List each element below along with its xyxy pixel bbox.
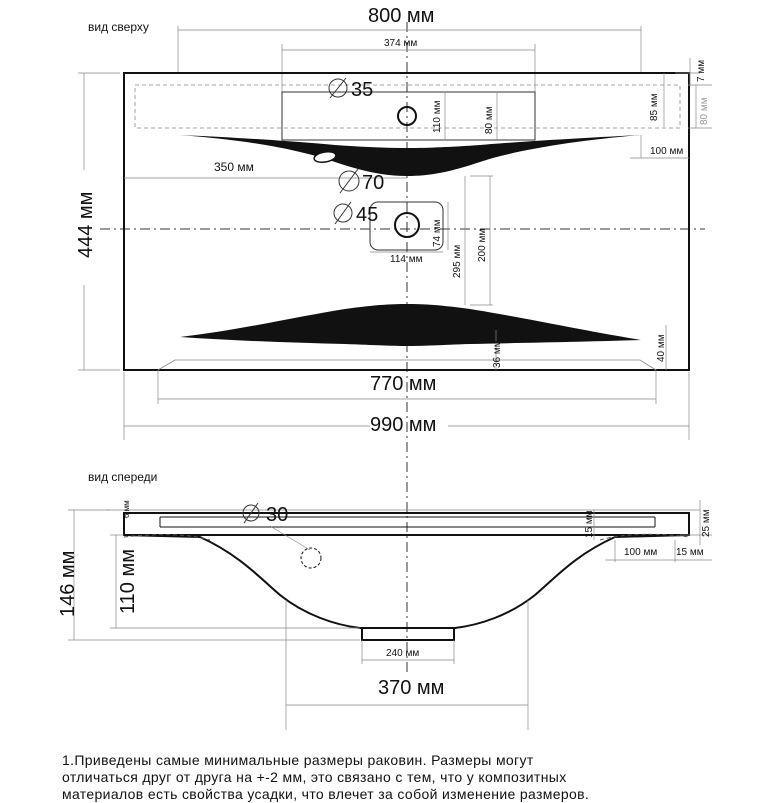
dim-990-label: 990 мм	[370, 414, 437, 436]
dim-7-label: 7 мм	[696, 59, 707, 82]
dim-15b-label: 15 мм	[676, 547, 704, 558]
dim-110	[432, 92, 445, 140]
dim-40	[656, 325, 667, 370]
dim-200-label: 200 мм	[477, 228, 488, 262]
dim-100-top-label: 100 мм	[650, 146, 684, 157]
dia-45-callout	[334, 202, 378, 226]
front-slab	[106, 510, 700, 535]
dim-36-label: 36 мм	[492, 340, 503, 368]
dim-74-label: 74 мм	[432, 219, 443, 247]
dia-35-callout	[329, 78, 373, 101]
dim-295-label: 295 мм	[452, 244, 463, 278]
dim-295	[452, 176, 465, 305]
bowl-front-curve	[180, 304, 641, 346]
footnote-line-3: материалов есть свойства усадки, что влечет за собой изменение размеров.	[62, 786, 590, 802]
dim-6-label: 6 мм	[122, 500, 131, 518]
dim-146	[57, 510, 360, 640]
dim-15a	[584, 510, 595, 540]
overflow-circle	[301, 548, 321, 568]
dim-350-label: 350 мм	[214, 160, 254, 174]
dim-80	[484, 92, 497, 140]
dim-25	[680, 500, 712, 545]
dim-374	[282, 38, 535, 92]
dim-114	[370, 252, 443, 265]
dim-240-label: 240 мм	[386, 648, 420, 659]
dim-800-label: 800 мм	[368, 5, 435, 27]
drain-neck	[362, 628, 454, 640]
top-view-label: вид сверху	[88, 20, 149, 34]
dim-240	[362, 640, 454, 664]
dim-80-right	[688, 85, 712, 128]
dim-444-label: 444 мм	[75, 191, 97, 258]
dia-30-label: 30	[266, 504, 289, 526]
dim-40-label: 40 мм	[656, 334, 667, 362]
dim-146-label: 146 мм	[57, 550, 79, 617]
dim-770	[158, 370, 656, 404]
dim-85	[649, 73, 664, 127]
dim-200	[470, 176, 493, 305]
dim-110-front-label: 110 мм	[117, 549, 139, 614]
dim-100-front	[605, 540, 712, 562]
dim-110-front	[110, 535, 360, 628]
dim-100-top	[630, 135, 689, 158]
dia-70-callout	[339, 169, 384, 194]
dia-70-label: 70	[362, 172, 385, 194]
dim-25-label: 25 мм	[701, 509, 712, 537]
dim-770-label: 770 мм	[370, 373, 437, 395]
dia-35-label: 35	[351, 79, 374, 101]
dim-110-label: 110 мм	[432, 100, 443, 133]
dim-15a-label: 15 мм	[584, 510, 595, 538]
dia-45-label: 45	[356, 204, 379, 226]
dim-74	[432, 202, 448, 250]
dim-114-label: 114 мм	[390, 254, 423, 265]
footnote-line-2: отличаться друг от друга на +-2 мм, это связано с тем, что у композитных	[62, 769, 567, 785]
footnote-line-1: 1.Приведены самые минимальные размеры раковин. Размеры могут	[62, 752, 534, 768]
dim-80-right-label: 80 мм	[699, 97, 710, 125]
dim-80-label: 80 мм	[484, 106, 495, 134]
dim-85-label: 85 мм	[649, 93, 660, 121]
front-view-label: вид спереди	[88, 470, 158, 484]
dim-100-front-label: 100 мм	[624, 547, 658, 558]
dim-370-label: 370 мм	[378, 677, 445, 699]
dim-374-label: 374 мм	[384, 38, 418, 49]
dim-444	[75, 73, 120, 370]
footnote	[62, 752, 762, 803]
